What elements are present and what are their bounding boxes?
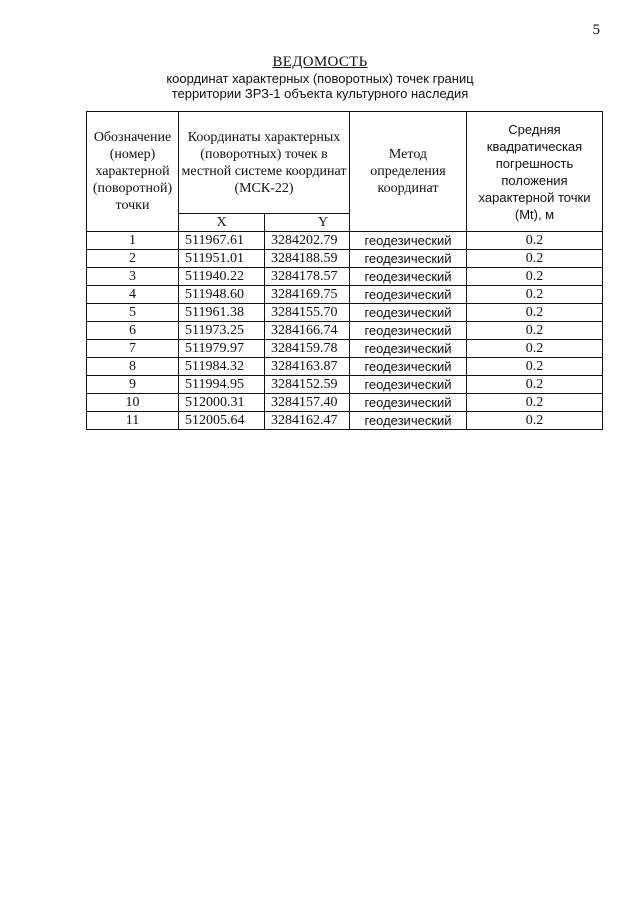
cell-y: 3284166.74 [265,322,350,340]
cell-x: 511973.25 [179,322,265,340]
cell-y: 3284163.87 [265,358,350,376]
cell-point-number: 10 [87,394,179,412]
cell-mt: 0.2 [467,340,603,358]
cell-point-number: 6 [87,322,179,340]
cell-mt: 0.2 [467,286,603,304]
header-y: Y [265,214,350,232]
cell-y: 3284169.75 [265,286,350,304]
cell-mt: 0.2 [467,412,603,430]
header-method: Метод определения координат [350,112,467,232]
table-row [87,286,603,304]
cell-point-number: 1 [87,232,179,250]
cell-method: геодезический [350,412,467,430]
table-row [87,394,603,412]
cell-x: 511994.95 [179,376,265,394]
cell-mt: 0.2 [467,268,603,286]
cell-method: геодезический [350,394,467,412]
cell-y: 3284162.47 [265,412,350,430]
cell-y: 3284202.79 [265,232,350,250]
cell-method: геодезический [350,340,467,358]
cell-point-number: 4 [87,286,179,304]
cell-mt: 0.2 [467,232,603,250]
table-body [87,232,603,430]
cell-x: 511948.60 [179,286,265,304]
header-point-number: Обозначение (номер) характерной (поворотной) точки [87,112,179,232]
cell-method: геодезический [350,232,467,250]
table-row [87,322,603,340]
cell-point-number: 3 [87,268,179,286]
document-subtitle-line-2: территории ЗРЗ-1 объекта культурного наследия [171,86,469,101]
cell-y: 3284155.70 [265,304,350,322]
coordinates-table [86,111,603,430]
cell-y: 3284159.78 [265,340,350,358]
cell-method: геодезический [350,358,467,376]
cell-mt: 0.2 [467,358,603,376]
cell-point-number: 11 [87,412,179,430]
cell-x: 511967.61 [179,232,265,250]
cell-method: геодезический [350,304,467,322]
cell-x: 512000.31 [179,394,265,412]
document-heading [0,54,640,101]
page-number: 5 [592,22,600,38]
cell-mt: 0.2 [467,304,603,322]
cell-point-number: 2 [87,250,179,268]
cell-y: 3284188.59 [265,250,350,268]
cell-mt: 0.2 [467,250,603,268]
table-row [87,412,603,430]
cell-mt: 0.2 [467,322,603,340]
cell-mt: 0.2 [467,376,603,394]
cell-x: 511940.22 [179,268,265,286]
header-x: X [179,214,265,232]
header-coordinates: Координаты характерных (поворотных) точек в местной системе координат (МСК-22) [179,112,350,214]
cell-point-number: 9 [87,376,179,394]
table-row [87,232,603,250]
cell-x: 512005.64 [179,412,265,430]
cell-method: геодезический [350,376,467,394]
table-row [87,304,603,322]
cell-point-number: 8 [87,358,179,376]
cell-x: 511951.01 [179,250,265,268]
cell-x: 511979.97 [179,340,265,358]
cell-point-number: 7 [87,340,179,358]
cell-method: геодезический [350,268,467,286]
table-row [87,268,603,286]
document-subtitle-line-1: координат характерных (поворотных) точек границ [166,71,474,86]
header-mean-square-error: Средняя квадратическая погрешность положения характерной точки (Mt), м [467,112,603,232]
cell-y: 3284178.57 [265,268,350,286]
document-title: ВЕДОМОСТЬ [272,54,368,70]
table-row [87,358,603,376]
cell-y: 3284157.40 [265,394,350,412]
cell-point-number: 5 [87,304,179,322]
table-row [87,376,603,394]
cell-method: геодезический [350,322,467,340]
cell-y: 3284152.59 [265,376,350,394]
table-row [87,250,603,268]
cell-x: 511984.32 [179,358,265,376]
cell-method: геодезический [350,250,467,268]
cell-x: 511961.38 [179,304,265,322]
cell-method: геодезический [350,286,467,304]
table-row [87,340,603,358]
cell-mt: 0.2 [467,394,603,412]
